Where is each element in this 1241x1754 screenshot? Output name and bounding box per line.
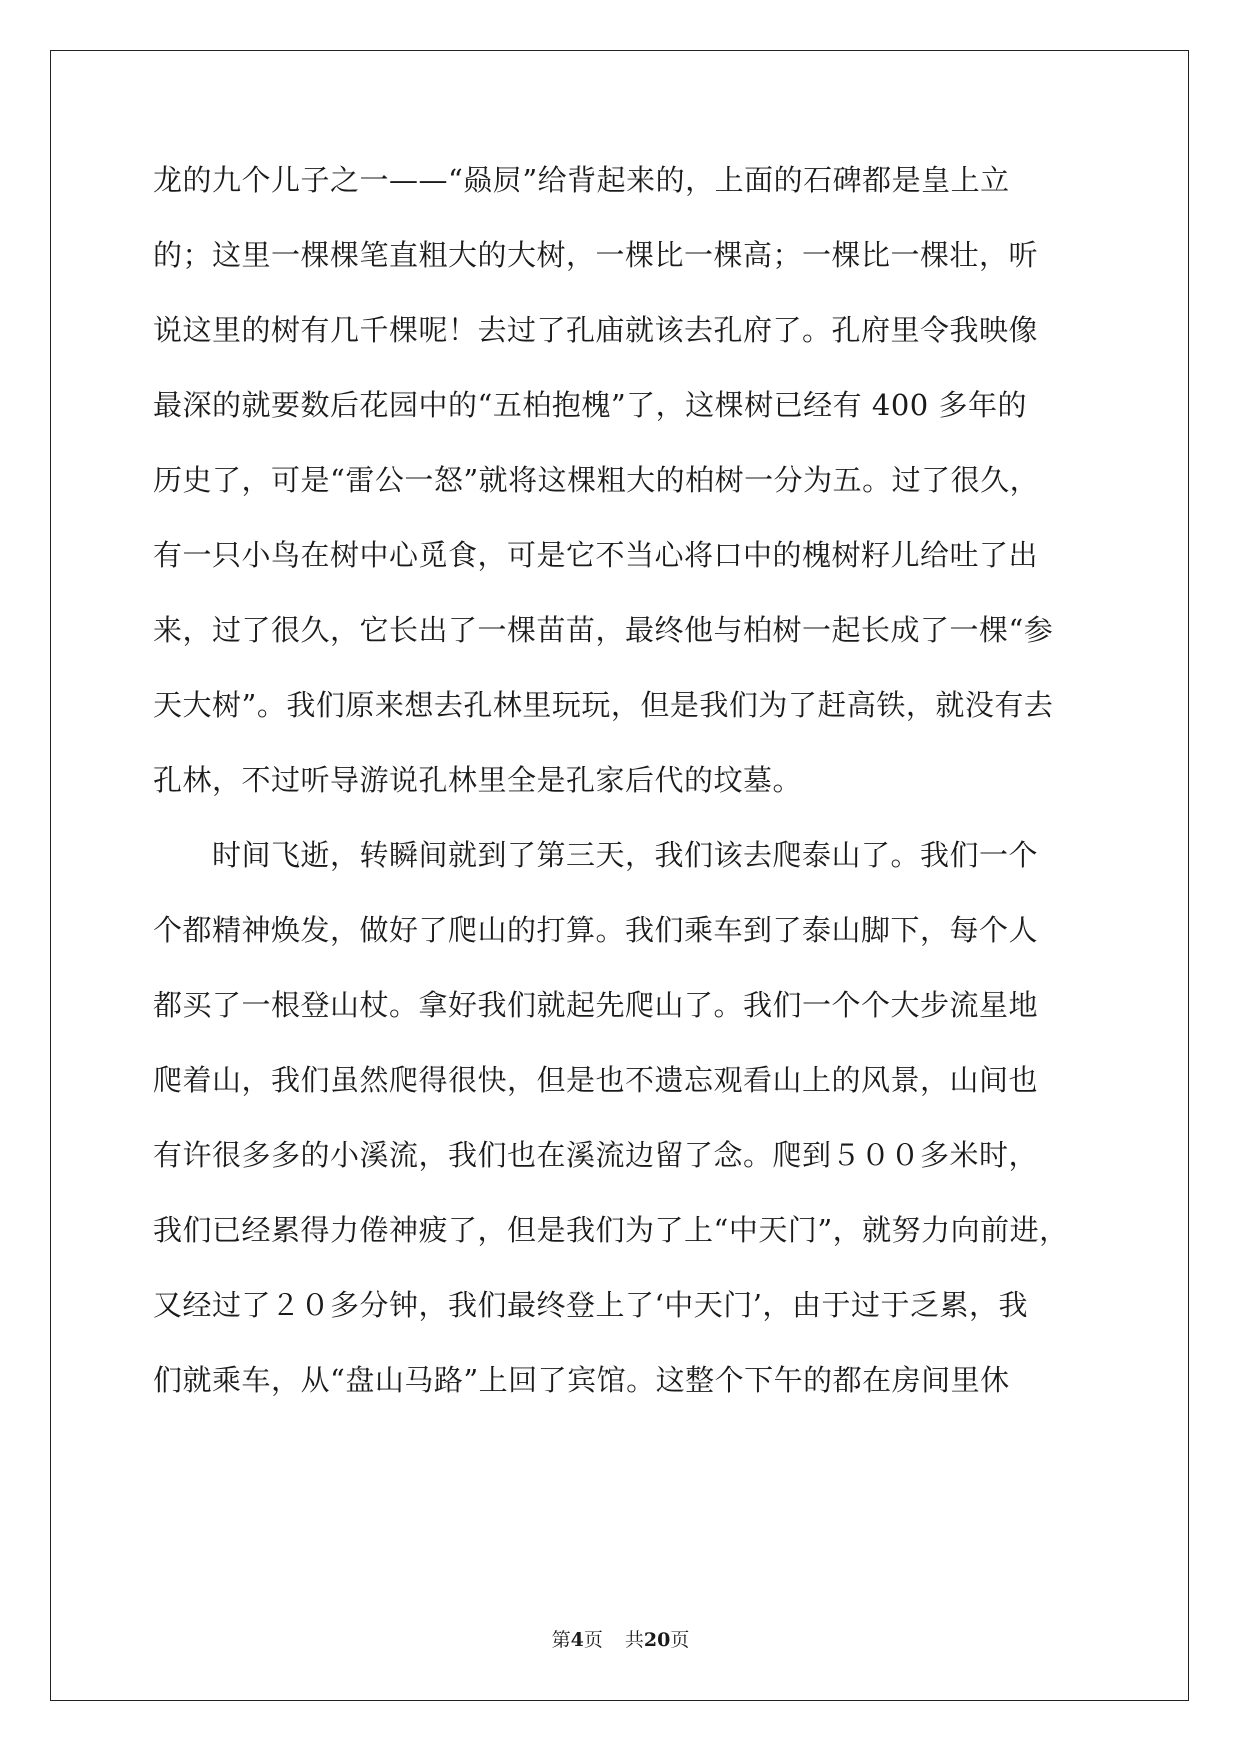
total-prefix: 共	[624, 1629, 644, 1651]
text-line: 孔林，不过听导游说孔林里全是孔家后代的坟墓。	[153, 763, 803, 797]
text-line: 个都精神焕发，做好了爬山的打算。我们乘车到了泰山脚下，每个人	[153, 913, 1039, 947]
text-line: 爬着山，我们虽然爬得很快，但是也不遗忘观看山上的风景，山间也	[153, 1063, 1039, 1097]
text-line: 时间飞逝，转瞬间就到了第三天，我们该去爬泰山了。我们一个	[153, 838, 1039, 872]
text-line: 都买了一根登山杖。拿好我们就起先爬山了。我们一个个大步流星地	[153, 988, 1039, 1022]
total-suffix: 页	[670, 1629, 690, 1651]
text-line: 龙的九个儿子之一——“赑屃”给背起来的，上面的石碑都是皇上立	[153, 163, 1010, 197]
text-line: 们就乘车，从“盘山马路”上回了宾馆。这整个下午的都在房间里休	[153, 1363, 1010, 1397]
text-line: 天大树”。我们原来想去孔林里玩玩，但是我们为了赶高铁，就没有去	[153, 688, 1054, 722]
page-border	[50, 50, 1189, 1701]
page-number: 4	[570, 1629, 584, 1651]
page-footer	[0, 1628, 1241, 1652]
text-line: 最深的就要数后花园中的“五柏抱槐”了，这棵树已经有 400 多年的	[153, 388, 1027, 422]
text-line: 说这里的树有几千棵呢！去过了孔庙就该去孔府了。孔府里令我映像	[153, 313, 1039, 347]
total-pages: 20	[643, 1629, 671, 1651]
text-line: 历史了，可是“雷公一怒”就将这棵粗大的柏树一分为五。过了很久，	[153, 463, 1040, 497]
text-line: 有许很多多的小溪流，我们也在溪流边留了念。爬到５００多米时，	[153, 1138, 1039, 1172]
page-prefix: 第	[551, 1629, 571, 1651]
text-line: 又经过了２０多分钟，我们最终登上了‘中天门’，由于过于乏累，我	[153, 1288, 1028, 1322]
text-line: 我们已经累得力倦神疲了，但是我们为了上“中天门”，就努力向前进，	[153, 1213, 1069, 1247]
page-suffix: 页	[583, 1629, 603, 1651]
text-line: 的；这里一棵棵笔直粗大的大树，一棵比一棵高；一棵比一棵壮，听	[153, 238, 1039, 272]
text-line: 来，过了很久，它长出了一棵苗苗，最终他与柏树一起长成了一棵“参	[153, 613, 1054, 647]
text-line: 有一只小鸟在树中心觅食，可是它不当心将口中的槐树籽儿给吐了出	[153, 538, 1039, 572]
